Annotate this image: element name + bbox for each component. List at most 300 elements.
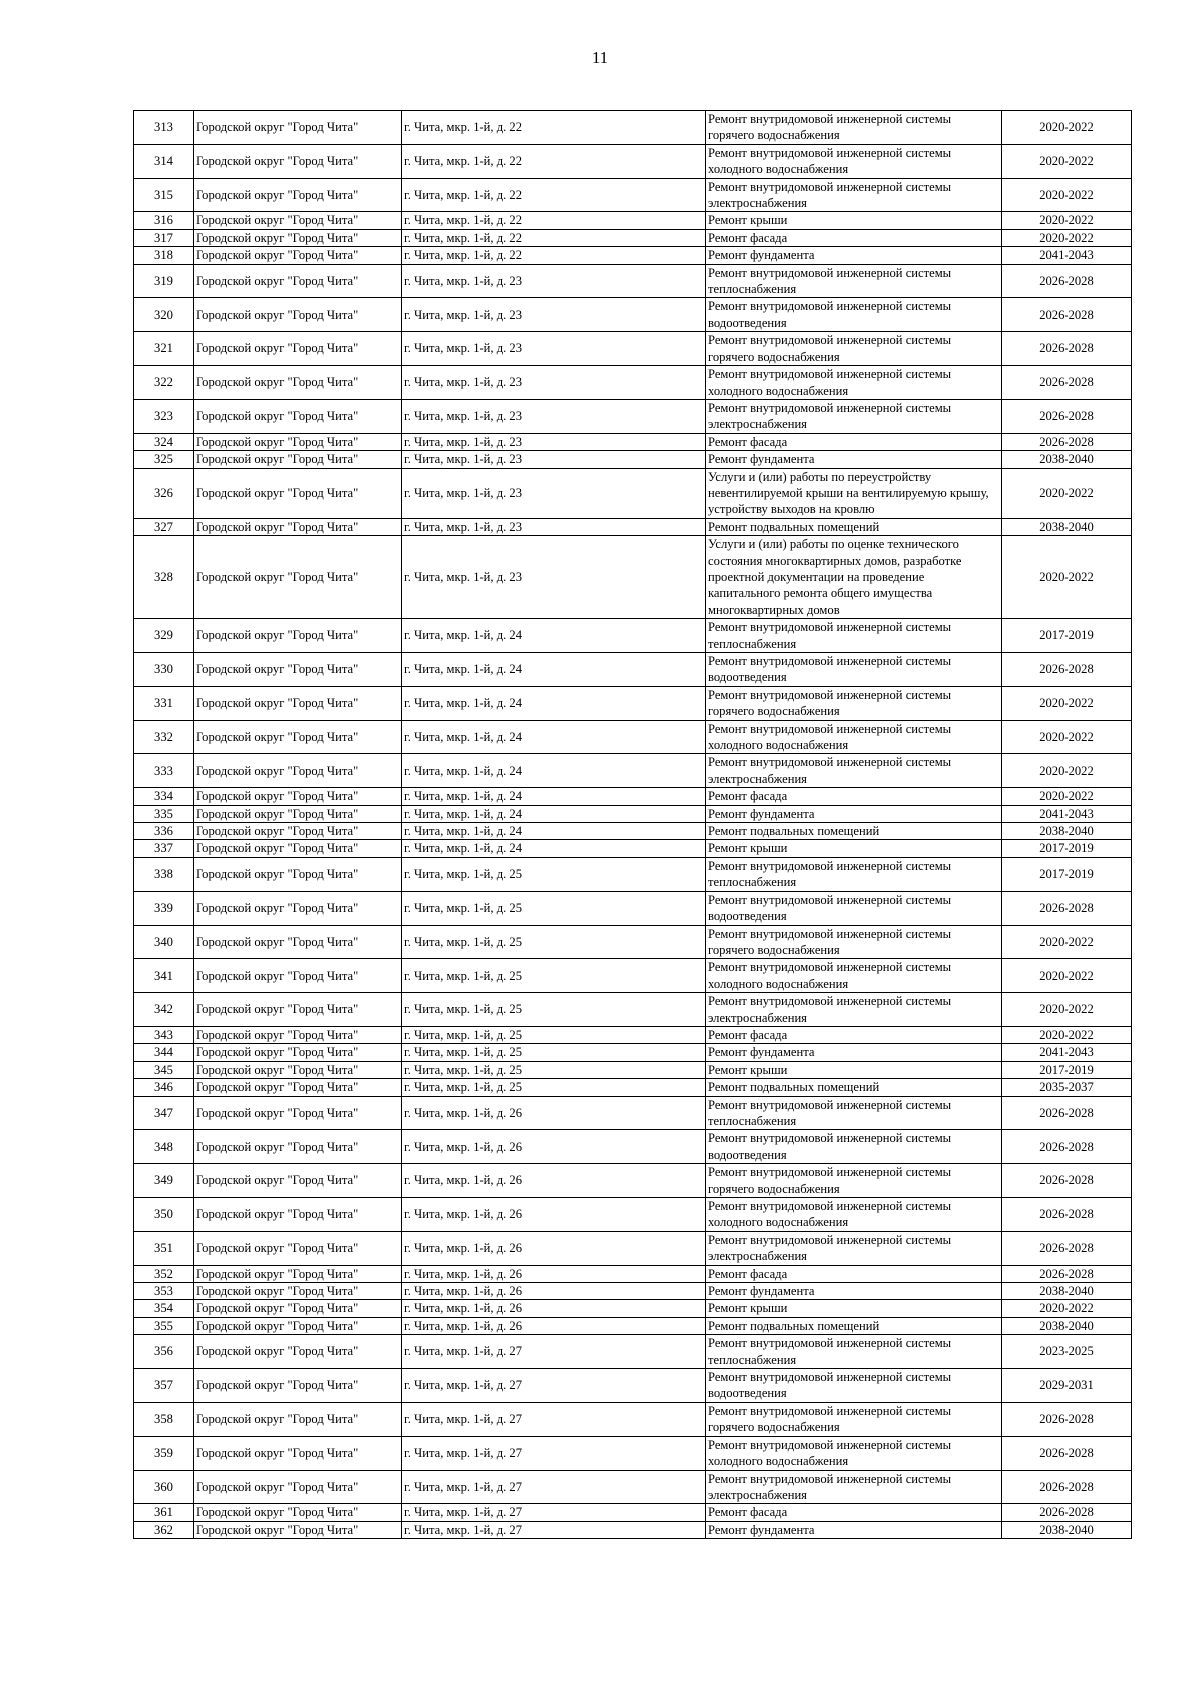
table-row (134, 1231, 1132, 1265)
municipality-cell: Городской округ "Город Чита" (194, 1369, 402, 1403)
municipality-cell: Городской округ "Город Чита" (194, 212, 402, 229)
address-cell: г. Чита, мкр. 1-й, д. 23 (402, 468, 706, 518)
table-row (134, 1300, 1132, 1317)
period-cell: 2026-2028 (1002, 891, 1132, 925)
table-row (134, 144, 1132, 178)
municipality-cell: Городской округ "Город Чита" (194, 857, 402, 891)
municipality-cell: Городской округ "Город Чита" (194, 1079, 402, 1096)
row-number-cell: 348 (134, 1130, 194, 1164)
work-type-cell: Ремонт внутридомовой инженерной системы теплоснабжения (706, 264, 1002, 298)
municipality-cell: Городской округ "Город Чита" (194, 788, 402, 805)
period-cell: 2026-2028 (1002, 1436, 1132, 1470)
address-cell: г. Чита, мкр. 1-й, д. 24 (402, 754, 706, 788)
address-cell: г. Чита, мкр. 1-й, д. 23 (402, 433, 706, 450)
address-cell: г. Чита, мкр. 1-й, д. 25 (402, 1044, 706, 1061)
row-number-cell: 327 (134, 518, 194, 535)
address-cell: г. Чита, мкр. 1-й, д. 24 (402, 653, 706, 687)
period-cell: 2020-2022 (1002, 720, 1132, 754)
period-cell: 2017-2019 (1002, 619, 1132, 653)
period-cell: 2038-2040 (1002, 1283, 1132, 1300)
address-cell: г. Чита, мкр. 1-й, д. 23 (402, 518, 706, 535)
period-cell: 2026-2028 (1002, 1402, 1132, 1436)
table-row (134, 1061, 1132, 1078)
period-cell: 2026-2028 (1002, 433, 1132, 450)
address-cell: г. Чита, мкр. 1-й, д. 22 (402, 111, 706, 145)
table-row (134, 823, 1132, 840)
row-number-cell: 319 (134, 264, 194, 298)
address-cell: г. Чита, мкр. 1-й, д. 22 (402, 229, 706, 246)
row-number-cell: 358 (134, 1402, 194, 1436)
municipality-cell: Городской округ "Город Чита" (194, 433, 402, 450)
row-number-cell: 326 (134, 468, 194, 518)
table-row (134, 686, 1132, 720)
municipality-cell: Городской округ "Город Чита" (194, 144, 402, 178)
municipality-cell: Городской округ "Город Чита" (194, 298, 402, 332)
address-cell: г. Чита, мкр. 1-й, д. 24 (402, 823, 706, 840)
municipality-cell: Городской округ "Город Чита" (194, 840, 402, 857)
address-cell: г. Чита, мкр. 1-й, д. 24 (402, 619, 706, 653)
work-type-cell: Ремонт фасада (706, 229, 1002, 246)
table-row (134, 1096, 1132, 1130)
period-cell: 2026-2028 (1002, 264, 1132, 298)
row-number-cell: 349 (134, 1164, 194, 1198)
work-type-cell: Ремонт фундамента (706, 1521, 1002, 1538)
table-row (134, 1521, 1132, 1538)
row-number-cell: 341 (134, 959, 194, 993)
work-type-cell: Ремонт крыши (706, 1061, 1002, 1078)
address-cell: г. Чита, мкр. 1-й, д. 24 (402, 840, 706, 857)
address-cell: г. Чита, мкр. 1-й, д. 25 (402, 925, 706, 959)
work-type-cell: Ремонт внутридомовой инженерной системы водоотведения (706, 891, 1002, 925)
address-cell: г. Чита, мкр. 1-й, д. 27 (402, 1470, 706, 1504)
work-type-cell: Ремонт крыши (706, 840, 1002, 857)
table-row (134, 111, 1132, 145)
municipality-cell: Городской округ "Город Чита" (194, 754, 402, 788)
work-type-cell: Услуги и (или) работы по оценке технического состояния многоквартирных домов, разработке проектной документации на проведение капитального ремонта общего имущества многоквартирных домов (706, 536, 1002, 619)
row-number-cell: 329 (134, 619, 194, 653)
address-cell: г. Чита, мкр. 1-й, д. 25 (402, 857, 706, 891)
row-number-cell: 343 (134, 1026, 194, 1043)
address-cell: г. Чита, мкр. 1-й, д. 26 (402, 1198, 706, 1232)
table-row (134, 653, 1132, 687)
table-row (134, 619, 1132, 653)
table-row (134, 518, 1132, 535)
table-row (134, 1402, 1132, 1436)
address-cell: г. Чита, мкр. 1-й, д. 23 (402, 451, 706, 468)
work-type-cell: Ремонт внутридомовой инженерной системы электроснабжения (706, 178, 1002, 212)
municipality-cell: Городской округ "Город Чита" (194, 891, 402, 925)
work-type-cell: Ремонт внутридомовой инженерной системы электроснабжения (706, 1231, 1002, 1265)
municipality-cell: Городской округ "Город Чита" (194, 1164, 402, 1198)
table-row (134, 857, 1132, 891)
address-cell: г. Чита, мкр. 1-й, д. 26 (402, 1164, 706, 1198)
row-number-cell: 345 (134, 1061, 194, 1078)
table-row (134, 1044, 1132, 1061)
address-cell: г. Чита, мкр. 1-й, д. 24 (402, 686, 706, 720)
table-row (134, 1079, 1132, 1096)
row-number-cell: 347 (134, 1096, 194, 1130)
municipality-cell: Городской округ "Город Чита" (194, 1521, 402, 1538)
work-type-cell: Ремонт внутридомовой инженерной системы горячего водоснабжения (706, 111, 1002, 145)
table-row (134, 332, 1132, 366)
address-cell: г. Чита, мкр. 1-й, д. 27 (402, 1402, 706, 1436)
work-type-cell: Ремонт внутридомовой инженерной системы холодного водоснабжения (706, 959, 1002, 993)
period-cell: 2026-2028 (1002, 1231, 1132, 1265)
period-cell: 2038-2040 (1002, 1317, 1132, 1334)
municipality-cell: Городской округ "Город Чита" (194, 1436, 402, 1470)
address-cell: г. Чита, мкр. 1-й, д. 27 (402, 1504, 706, 1521)
municipality-cell: Городской округ "Город Чита" (194, 178, 402, 212)
row-number-cell: 339 (134, 891, 194, 925)
work-type-cell: Ремонт внутридомовой инженерной системы холодного водоснабжения (706, 366, 1002, 400)
period-cell: 2038-2040 (1002, 1521, 1132, 1538)
table-row (134, 229, 1132, 246)
address-cell: г. Чита, мкр. 1-й, д. 23 (402, 366, 706, 400)
period-cell: 2020-2022 (1002, 754, 1132, 788)
table-row (134, 1265, 1132, 1282)
address-cell: г. Чита, мкр. 1-й, д. 24 (402, 788, 706, 805)
table-row (134, 754, 1132, 788)
row-number-cell: 313 (134, 111, 194, 145)
work-type-cell: Ремонт подвальных помещений (706, 1317, 1002, 1334)
address-cell: г. Чита, мкр. 1-й, д. 26 (402, 1231, 706, 1265)
row-number-cell: 340 (134, 925, 194, 959)
period-cell: 2026-2028 (1002, 399, 1132, 433)
work-type-cell: Ремонт внутридомовой инженерной системы горячего водоснабжения (706, 1164, 1002, 1198)
table-row (134, 1335, 1132, 1369)
table-row (134, 1164, 1132, 1198)
table-row (134, 536, 1132, 619)
period-cell: 2026-2028 (1002, 653, 1132, 687)
municipality-cell: Городской округ "Город Чита" (194, 264, 402, 298)
table-row (134, 178, 1132, 212)
row-number-cell: 324 (134, 433, 194, 450)
table-row (134, 1317, 1132, 1334)
row-number-cell: 359 (134, 1436, 194, 1470)
period-cell: 2026-2028 (1002, 1198, 1132, 1232)
period-cell: 2026-2028 (1002, 332, 1132, 366)
row-number-cell: 353 (134, 1283, 194, 1300)
row-number-cell: 316 (134, 212, 194, 229)
period-cell: 2035-2037 (1002, 1079, 1132, 1096)
row-number-cell: 360 (134, 1470, 194, 1504)
work-type-cell: Ремонт крыши (706, 212, 1002, 229)
period-cell: 2020-2022 (1002, 536, 1132, 619)
municipality-cell: Городской округ "Город Чита" (194, 1402, 402, 1436)
row-number-cell: 318 (134, 247, 194, 264)
work-type-cell: Ремонт внутридомовой инженерной системы холодного водоснабжения (706, 1436, 1002, 1470)
row-number-cell: 315 (134, 178, 194, 212)
period-cell: 2026-2028 (1002, 1130, 1132, 1164)
work-type-cell: Ремонт внутридомовой инженерной системы электроснабжения (706, 993, 1002, 1027)
municipality-cell: Городской округ "Город Чита" (194, 1335, 402, 1369)
address-cell: г. Чита, мкр. 1-й, д. 25 (402, 1079, 706, 1096)
table-row (134, 212, 1132, 229)
work-type-cell: Ремонт внутридомовой инженерной системы горячего водоснабжения (706, 332, 1002, 366)
period-cell: 2026-2028 (1002, 1164, 1132, 1198)
row-number-cell: 354 (134, 1300, 194, 1317)
row-number-cell: 332 (134, 720, 194, 754)
table-row (134, 840, 1132, 857)
work-type-cell: Ремонт фасада (706, 1265, 1002, 1282)
table-row (134, 720, 1132, 754)
municipality-cell: Городской округ "Город Чита" (194, 1300, 402, 1317)
address-cell: г. Чита, мкр. 1-й, д. 27 (402, 1335, 706, 1369)
period-cell: 2020-2022 (1002, 229, 1132, 246)
work-type-cell: Ремонт фасада (706, 433, 1002, 450)
row-number-cell: 346 (134, 1079, 194, 1096)
address-cell: г. Чита, мкр. 1-й, д. 23 (402, 298, 706, 332)
period-cell: 2026-2028 (1002, 366, 1132, 400)
page-number: 11 (591, 48, 609, 67)
municipality-cell: Городской округ "Город Чита" (194, 619, 402, 653)
row-number-cell: 344 (134, 1044, 194, 1061)
period-cell: 2038-2040 (1002, 518, 1132, 535)
row-number-cell: 321 (134, 332, 194, 366)
municipality-cell: Городской округ "Город Чита" (194, 332, 402, 366)
municipality-cell: Городской округ "Город Чита" (194, 1504, 402, 1521)
address-cell: г. Чита, мкр. 1-й, д. 25 (402, 891, 706, 925)
address-cell: г. Чита, мкр. 1-й, д. 27 (402, 1521, 706, 1538)
row-number-cell: 325 (134, 451, 194, 468)
period-cell: 2017-2019 (1002, 840, 1132, 857)
period-cell: 2017-2019 (1002, 857, 1132, 891)
municipality-cell: Городской округ "Город Чита" (194, 1231, 402, 1265)
work-type-cell: Ремонт внутридомовой инженерной системы водоотведения (706, 1369, 1002, 1403)
municipality-cell: Городской округ "Город Чита" (194, 1470, 402, 1504)
municipality-cell: Городской округ "Город Чита" (194, 1317, 402, 1334)
municipality-cell: Городской округ "Город Чита" (194, 993, 402, 1027)
table-row (134, 1470, 1132, 1504)
municipality-cell: Городской округ "Город Чита" (194, 451, 402, 468)
row-number-cell: 314 (134, 144, 194, 178)
address-cell: г. Чита, мкр. 1-й, д. 23 (402, 536, 706, 619)
row-number-cell: 331 (134, 686, 194, 720)
address-cell: г. Чита, мкр. 1-й, д. 24 (402, 805, 706, 822)
work-type-cell: Ремонт внутридомовой инженерной системы горячего водоснабжения (706, 1402, 1002, 1436)
address-cell: г. Чита, мкр. 1-й, д. 26 (402, 1096, 706, 1130)
work-type-cell: Ремонт внутридомовой инженерной системы холодного водоснабжения (706, 1198, 1002, 1232)
municipality-cell: Городской округ "Город Чита" (194, 399, 402, 433)
address-cell: г. Чита, мкр. 1-й, д. 22 (402, 144, 706, 178)
municipality-cell: Городской округ "Город Чита" (194, 1265, 402, 1282)
work-type-cell: Ремонт внутридомовой инженерной системы горячего водоснабжения (706, 686, 1002, 720)
period-cell: 2026-2028 (1002, 1096, 1132, 1130)
period-cell: 2041-2043 (1002, 805, 1132, 822)
table-row (134, 433, 1132, 450)
row-number-cell: 338 (134, 857, 194, 891)
address-cell: г. Чита, мкр. 1-й, д. 22 (402, 178, 706, 212)
row-number-cell: 356 (134, 1335, 194, 1369)
period-cell: 2041-2043 (1002, 1044, 1132, 1061)
table-row (134, 891, 1132, 925)
period-cell: 2038-2040 (1002, 823, 1132, 840)
row-number-cell: 322 (134, 366, 194, 400)
period-cell: 2020-2022 (1002, 111, 1132, 145)
row-number-cell: 328 (134, 536, 194, 619)
table-row (134, 1283, 1132, 1300)
row-number-cell: 330 (134, 653, 194, 687)
work-type-cell: Ремонт фундамента (706, 805, 1002, 822)
table-body (134, 111, 1132, 1539)
row-number-cell: 323 (134, 399, 194, 433)
period-cell: 2020-2022 (1002, 1300, 1132, 1317)
work-type-cell: Услуги и (или) работы по переустройству невентилируемой крыши на вентилируемую крышу, устройству выходов на кровлю (706, 468, 1002, 518)
row-number-cell: 335 (134, 805, 194, 822)
municipality-cell: Городской округ "Город Чита" (194, 229, 402, 246)
period-cell: 2023-2025 (1002, 1335, 1132, 1369)
municipality-cell: Городской округ "Город Чита" (194, 518, 402, 535)
work-type-cell: Ремонт внутридомовой инженерной системы теплоснабжения (706, 1335, 1002, 1369)
address-cell: г. Чита, мкр. 1-й, д. 23 (402, 264, 706, 298)
municipality-cell: Городской округ "Город Чита" (194, 823, 402, 840)
municipality-cell: Городской округ "Город Чита" (194, 805, 402, 822)
table-row (134, 298, 1132, 332)
period-cell: 2020-2022 (1002, 788, 1132, 805)
municipality-cell: Городской округ "Город Чита" (194, 366, 402, 400)
work-type-cell: Ремонт внутридомовой инженерной системы электроснабжения (706, 754, 1002, 788)
address-cell: г. Чита, мкр. 1-й, д. 25 (402, 959, 706, 993)
table-row (134, 788, 1132, 805)
period-cell: 2038-2040 (1002, 451, 1132, 468)
row-number-cell: 342 (134, 993, 194, 1027)
row-number-cell: 333 (134, 754, 194, 788)
table-row (134, 1026, 1132, 1043)
table-row (134, 1436, 1132, 1470)
address-cell: г. Чита, мкр. 1-й, д. 22 (402, 212, 706, 229)
work-type-cell: Ремонт внутридомовой инженерной системы водоотведения (706, 298, 1002, 332)
period-cell: 2026-2028 (1002, 1265, 1132, 1282)
municipality-cell: Городской округ "Город Чита" (194, 1061, 402, 1078)
municipality-cell: Городской округ "Город Чита" (194, 653, 402, 687)
work-type-cell: Ремонт внутридомовой инженерной системы холодного водоснабжения (706, 144, 1002, 178)
table-row (134, 399, 1132, 433)
address-cell: г. Чита, мкр. 1-й, д. 26 (402, 1283, 706, 1300)
work-type-cell: Ремонт внутридомовой инженерной системы теплоснабжения (706, 857, 1002, 891)
period-cell: 2020-2022 (1002, 686, 1132, 720)
period-cell: 2020-2022 (1002, 144, 1132, 178)
table-row (134, 451, 1132, 468)
address-cell: г. Чита, мкр. 1-й, д. 23 (402, 399, 706, 433)
table-row (134, 993, 1132, 1027)
row-number-cell: 336 (134, 823, 194, 840)
row-number-cell: 361 (134, 1504, 194, 1521)
work-type-cell: Ремонт внутридомовой инженерной системы водоотведения (706, 1130, 1002, 1164)
municipality-cell: Городской округ "Город Чита" (194, 247, 402, 264)
row-number-cell: 352 (134, 1265, 194, 1282)
municipality-cell: Городской округ "Город Чита" (194, 959, 402, 993)
period-cell: 2029-2031 (1002, 1369, 1132, 1403)
period-cell: 2020-2022 (1002, 925, 1132, 959)
row-number-cell: 362 (134, 1521, 194, 1538)
municipality-cell: Городской округ "Город Чита" (194, 536, 402, 619)
address-cell: г. Чита, мкр. 1-й, д. 27 (402, 1369, 706, 1403)
work-type-cell: Ремонт фундамента (706, 451, 1002, 468)
address-cell: г. Чита, мкр. 1-й, д. 23 (402, 332, 706, 366)
work-type-cell: Ремонт подвальных помещений (706, 1079, 1002, 1096)
work-type-cell: Ремонт внутридомовой инженерной системы электроснабжения (706, 1470, 1002, 1504)
address-cell: г. Чита, мкр. 1-й, д. 26 (402, 1300, 706, 1317)
address-cell: г. Чита, мкр. 1-й, д. 22 (402, 247, 706, 264)
municipality-cell: Городской округ "Город Чита" (194, 468, 402, 518)
municipality-cell: Городской округ "Город Чита" (194, 111, 402, 145)
table-row (134, 247, 1132, 264)
row-number-cell: 317 (134, 229, 194, 246)
work-type-cell: Ремонт подвальных помещений (706, 518, 1002, 535)
period-cell: 2026-2028 (1002, 298, 1132, 332)
municipality-cell: Городской округ "Город Чита" (194, 1096, 402, 1130)
work-type-cell: Ремонт фундамента (706, 1283, 1002, 1300)
period-cell: 2017-2019 (1002, 1061, 1132, 1078)
work-type-cell: Ремонт крыши (706, 1300, 1002, 1317)
municipality-cell: Городской округ "Город Чита" (194, 1130, 402, 1164)
row-number-cell: 357 (134, 1369, 194, 1403)
address-cell: г. Чита, мкр. 1-й, д. 25 (402, 1061, 706, 1078)
period-cell: 2020-2022 (1002, 178, 1132, 212)
row-number-cell: 320 (134, 298, 194, 332)
period-cell: 2041-2043 (1002, 247, 1132, 264)
municipality-cell: Городской округ "Город Чита" (194, 1044, 402, 1061)
address-cell: г. Чита, мкр. 1-й, д. 24 (402, 720, 706, 754)
address-cell: г. Чита, мкр. 1-й, д. 25 (402, 993, 706, 1027)
table-row (134, 264, 1132, 298)
work-type-cell: Ремонт фундамента (706, 247, 1002, 264)
table-row (134, 1130, 1132, 1164)
repair-schedule-table (133, 110, 1132, 1539)
work-type-cell: Ремонт внутридомовой инженерной системы водоотведения (706, 653, 1002, 687)
municipality-cell: Городской округ "Город Чита" (194, 925, 402, 959)
table-row (134, 468, 1132, 518)
table-row (134, 1504, 1132, 1521)
address-cell: г. Чита, мкр. 1-й, д. 25 (402, 1026, 706, 1043)
municipality-cell: Городской округ "Город Чита" (194, 720, 402, 754)
work-type-cell: Ремонт фасада (706, 788, 1002, 805)
municipality-cell: Городской округ "Город Чита" (194, 1283, 402, 1300)
address-cell: г. Чита, мкр. 1-й, д. 27 (402, 1436, 706, 1470)
period-cell: 2026-2028 (1002, 1470, 1132, 1504)
address-cell: г. Чита, мкр. 1-й, д. 26 (402, 1130, 706, 1164)
row-number-cell: 337 (134, 840, 194, 857)
table-row (134, 366, 1132, 400)
row-number-cell: 334 (134, 788, 194, 805)
work-type-cell: Ремонт подвальных помещений (706, 823, 1002, 840)
period-cell: 2020-2022 (1002, 468, 1132, 518)
municipality-cell: Городской округ "Город Чита" (194, 1026, 402, 1043)
municipality-cell: Городской округ "Город Чита" (194, 686, 402, 720)
work-type-cell: Ремонт внутридомовой инженерной системы холодного водоснабжения (706, 720, 1002, 754)
row-number-cell: 355 (134, 1317, 194, 1334)
period-cell: 2020-2022 (1002, 959, 1132, 993)
period-cell: 2020-2022 (1002, 1026, 1132, 1043)
period-cell: 2020-2022 (1002, 993, 1132, 1027)
table-row (134, 1369, 1132, 1403)
table-row (134, 959, 1132, 993)
work-type-cell: Ремонт фундамента (706, 1044, 1002, 1061)
table-row (134, 805, 1132, 822)
table-row (134, 925, 1132, 959)
work-type-cell: Ремонт внутридомовой инженерной системы горячего водоснабжения (706, 925, 1002, 959)
work-type-cell: Ремонт внутридомовой инженерной системы теплоснабжения (706, 1096, 1002, 1130)
work-type-cell: Ремонт фасада (706, 1504, 1002, 1521)
work-type-cell: Ремонт внутридомовой инженерной системы теплоснабжения (706, 619, 1002, 653)
municipality-cell: Городской округ "Город Чита" (194, 1198, 402, 1232)
table-row (134, 1198, 1132, 1232)
work-type-cell: Ремонт внутридомовой инженерной системы электроснабжения (706, 399, 1002, 433)
address-cell: г. Чита, мкр. 1-й, д. 26 (402, 1317, 706, 1334)
period-cell: 2020-2022 (1002, 212, 1132, 229)
row-number-cell: 351 (134, 1231, 194, 1265)
row-number-cell: 350 (134, 1198, 194, 1232)
